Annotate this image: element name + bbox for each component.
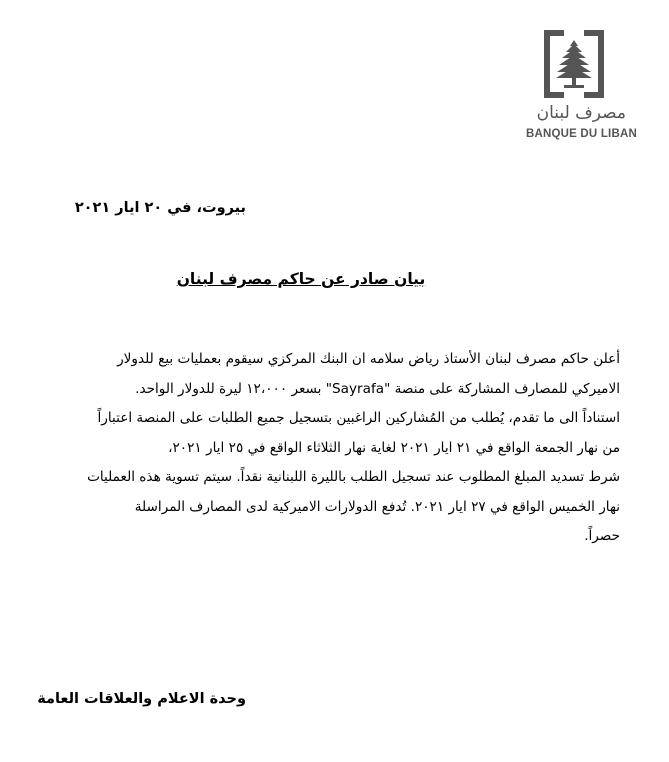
logo-arabic-name: مصرف لبنان [536,103,626,123]
date-line: بيروت، في ٢٠ ايار ٢٠٢١ [74,200,246,216]
logo-french-name: BANQUE DU LIBAN [526,128,637,140]
body-line: شرط تسديد المبلغ المطلوب عند تسجيل الطلب بالليرة اللبنانية نقداً. سيتم تسوية هذه العمليات [87,469,620,485]
body-line: من نهار الجمعة الواقع في ٢١ ايار ٢٠٢١ لغاية نهار الثلاثاء الواقع في ٢٥ ايار ٢٠٢١، [168,439,620,456]
statement-body [52,345,620,552]
signature: وحدة الاعلام والعلاقات العامة [37,691,246,707]
body-line: أعلن حاكم مصرف لبنان الأستاذ رياض سلامه ان البنك المركزي سيقوم بعمليات بيع للدولار [117,351,620,367]
body-line: استناداً الى ما تقدم، يُطلب من المُشاركين الراغبين بتسجيل جميع الطلبات على المنصة اعتباراً [97,410,620,426]
statement-title: بيان صادر عن حاكم مصرف لبنان [176,270,426,288]
cedar-tree-icon [544,30,604,98]
body-line: الاميركي للمصارف المشاركة على منصة "Sayrafa" بسعر ١٢،٠٠٠ ليرة للدولار الواحد. [135,380,620,397]
body-line: حصراً. [584,528,620,544]
bank-logo [518,24,644,154]
body-line: نهار الخميس الواقع في ٢٧ ايار ٢٠٢١. تُدفع الدولارات الاميركية لدى المصارف المراسلة [134,498,620,515]
